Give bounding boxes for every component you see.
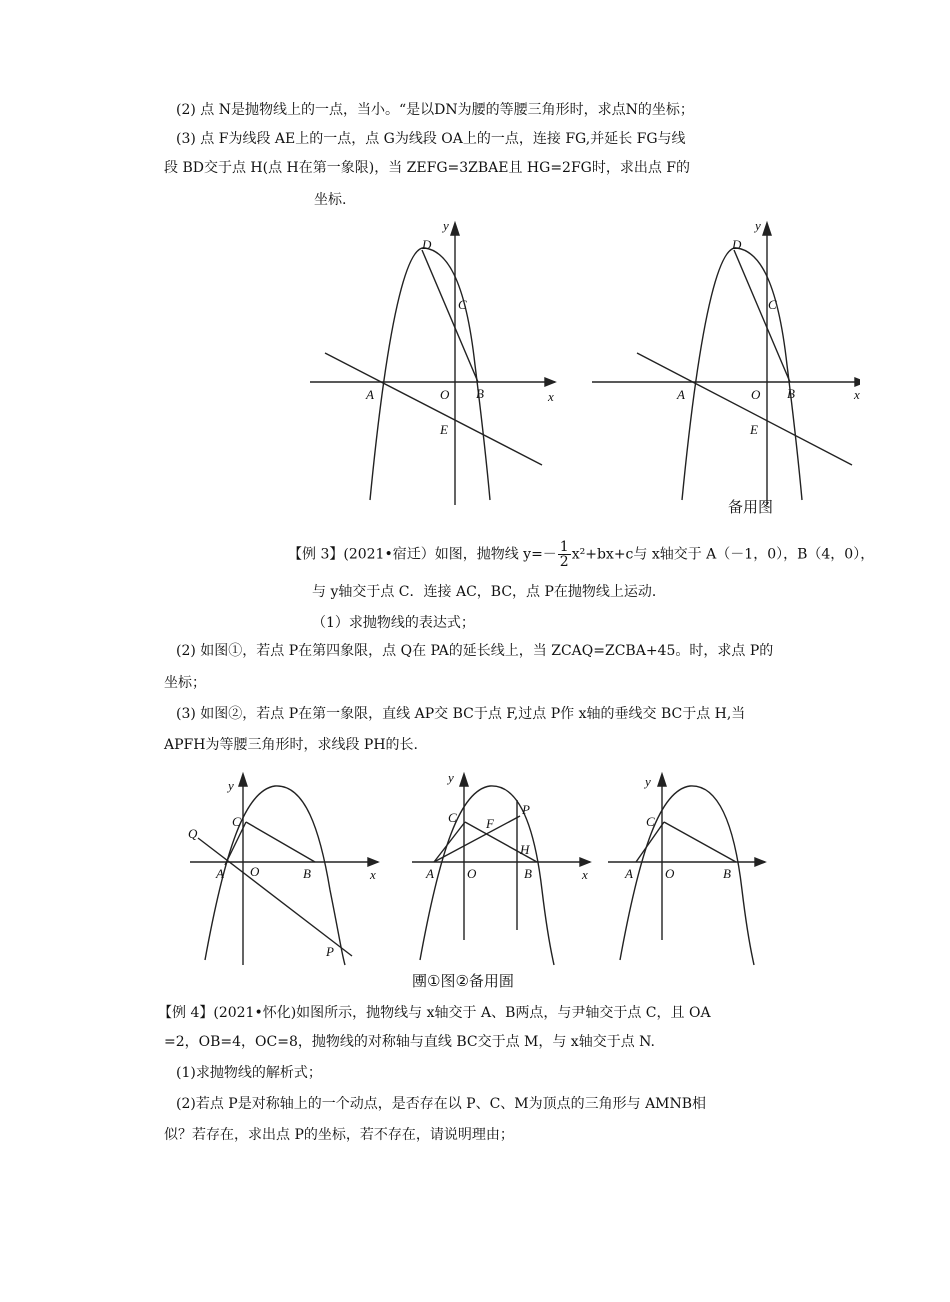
example-3-q2: (2) 如图①，若点 P在第四象限，点 Q在 PA的延长线上，当 ZCAQ=ZCBA+45。时，求点 P的 xyxy=(176,643,774,659)
spare-figure-caption: 备用图 xyxy=(728,498,774,516)
label-a: A xyxy=(625,866,633,881)
example-4-q1: (1)求抛物线的解析式； xyxy=(176,1065,322,1081)
label-e: E xyxy=(440,422,448,437)
label-b: B xyxy=(476,386,484,401)
example-3-text: 与 y轴交于点 C．连接 AC，BC，点 P在抛物线上运动． xyxy=(312,584,666,600)
example-4-title: 【例 4】(2021•怀化)如图所示，抛物线与 x轴交于 A、B两点，与尹轴交于点 C，且 OA xyxy=(158,1005,711,1021)
label-o: O xyxy=(250,864,260,879)
label-b: B xyxy=(524,866,532,881)
label-x: x xyxy=(582,867,588,882)
question-2-text: (2) 点 N是抛物线上的一点，当小。“是以DN为腰的等腰三角形时，求点N的坐标； xyxy=(176,102,694,118)
label-y: y xyxy=(645,774,651,789)
label-b: B xyxy=(303,866,311,881)
label-c: C xyxy=(458,297,467,312)
label-h: H xyxy=(520,842,530,857)
example-4-text: =2，OB=4，OC=8，抛物线的对称轴与直线 BC交于点 M，与 x轴交于点 N. xyxy=(164,1034,655,1050)
example-4-q2-cont: 似？若存在，求出点 P的坐标，若不存在，请说明理由； xyxy=(164,1127,514,1143)
label-x: x xyxy=(370,867,376,882)
question-3-text-cont: 段 BD交于点 H(点 H在第一象限)，当 ZEFG=3ZBAE且 HG=2FG时，求出点 F的 xyxy=(164,160,691,176)
label-c: C xyxy=(768,297,777,312)
label-x: x xyxy=(548,389,554,404)
label-y: y xyxy=(443,218,449,233)
figures-caption: 圑①图②备用圄 xyxy=(412,972,514,990)
example-4-q2: (2)若点 P是对称轴上的一个动点，是否存在以 P、C、M为顶点的三角形与 AMNB相 xyxy=(176,1096,707,1112)
label-d: D xyxy=(422,237,432,252)
figure-row-1 xyxy=(300,215,860,515)
label-o: O xyxy=(665,866,675,881)
fraction-one-half: $\frac{1}{2}$ xyxy=(559,539,569,570)
label-p: P xyxy=(522,802,530,817)
label-o: O xyxy=(751,387,761,402)
label-c: C xyxy=(232,814,241,829)
example-3-q3-cont: APFH为等腰三角形时，求线段 PH的长. xyxy=(164,737,418,753)
label-f: F xyxy=(486,816,494,831)
label-c: C xyxy=(646,814,655,829)
label-a: A xyxy=(677,387,685,402)
question-3-text-end: 坐标. xyxy=(314,192,347,208)
label-e: E xyxy=(750,422,758,437)
label-a: A xyxy=(426,866,434,881)
example-3-q1: （1）求抛物线的表达式； xyxy=(312,615,475,631)
label-c: C xyxy=(448,810,457,825)
label-y: y xyxy=(755,218,761,233)
label-o: O xyxy=(467,866,477,881)
label-a: A xyxy=(216,866,224,881)
label-b: B xyxy=(787,386,795,401)
label-x: x xyxy=(854,387,860,402)
label-p: P xyxy=(326,944,334,959)
label-y: y xyxy=(228,778,234,793)
label-o: O xyxy=(440,387,450,402)
label-a: A xyxy=(366,387,374,402)
example-3-title: 【例 3】(2021•宿迁）如图，抛物线 y=－ $\frac{1}{2}$ x²+bx+c与 x轴交于 A（－1，0），B（4，0）， xyxy=(288,539,875,570)
figure-row-2 xyxy=(180,770,780,970)
example-3-q2-cont: 坐标； xyxy=(164,675,206,691)
label-d: D xyxy=(732,237,742,252)
label-b: B xyxy=(723,866,731,881)
example-3-q3: (3) 如图②，若点 P在第一象限，直线 AP交 BC于点 F,过点 P作 x轴的垂线交 BC于点 H,当 xyxy=(176,706,746,722)
label-q: Q xyxy=(188,826,198,841)
question-3-text: (3) 点 F为线段 AE上的一点，点 G为线段 OA上的一点，连接 FG,并延长 FG与线 xyxy=(176,131,686,147)
label-y: y xyxy=(448,770,454,785)
